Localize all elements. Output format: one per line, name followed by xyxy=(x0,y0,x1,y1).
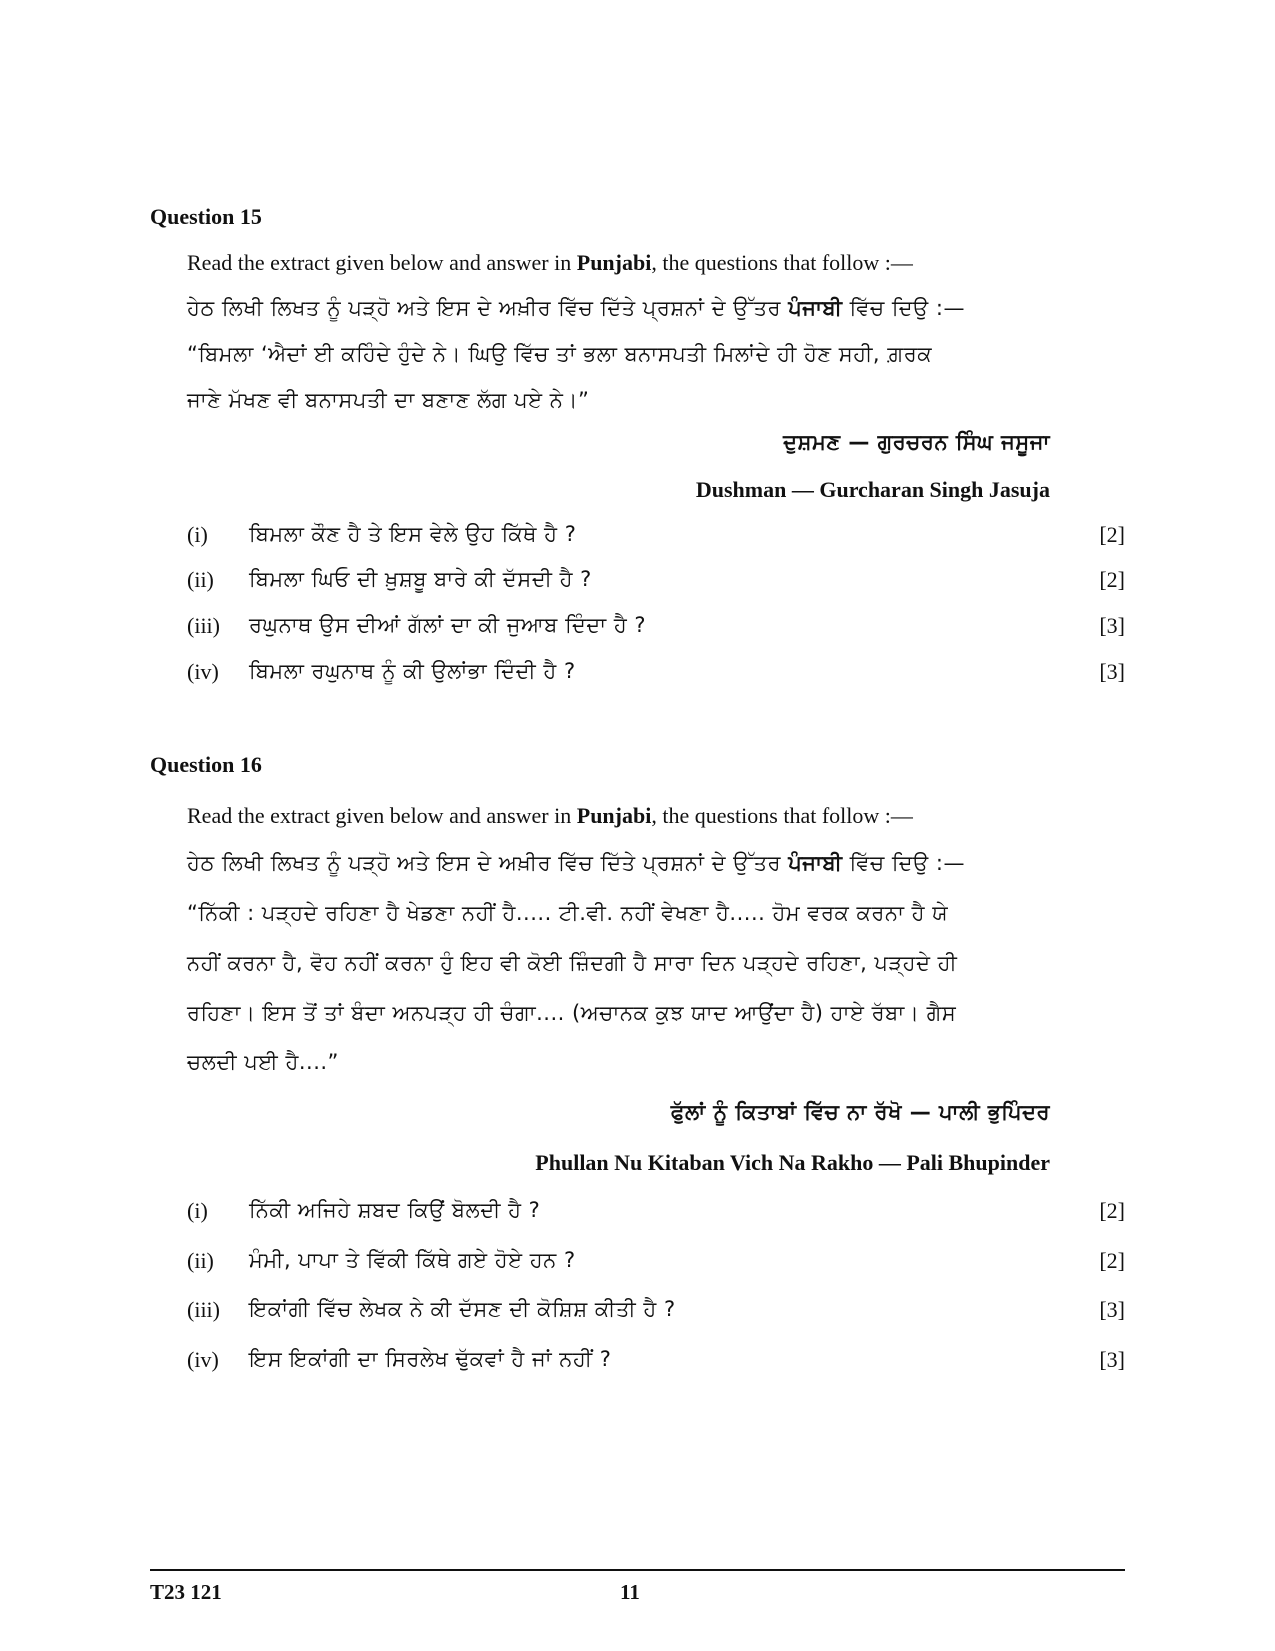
source-english: Phullan Nu Kitaban Vich Na Rakho — Pali Bhupinder xyxy=(535,1150,1050,1175)
subquestion-marks: [2] xyxy=(1099,1248,1125,1273)
instruction-pa-pre: ਹੇਠ ਲਿਖੀ ਲਿਖਤ ਨੂੰ ਪੜ੍ਹੋ ਅਤੇ ਇਸ ਦੇ ਅਖ਼ੀਰ ਵਿੱਚ ਦਿੱਤੇ ਪ੍ਰਸ਼ਨਾਂ ਦੇ ਉੱਤਰ xyxy=(187,296,789,320)
footer-divider xyxy=(150,1569,1125,1571)
subquestion-number: (iii) xyxy=(187,613,220,638)
extract-line: ਰਹਿਣਾ। ਇਸ ਤੋਂ ਤਾਂ ਬੰਦਾ ਅਨਪੜ੍ਹ ਹੀ ਚੰਗਾ.... (ਅਚਾਨਕ ਕੁਝ ਯਾਦ ਆਉਂਦਾ ਹੈ) ਹਾਏ ਰੱਬਾ। ਗੈਸ xyxy=(187,1001,957,1025)
subquestion-marks: [2] xyxy=(1099,522,1125,547)
extract-line: ਨਹੀਂ ਕਰਨਾ ਹੈ, ਵੋਹ ਨਹੀਂ ਕਰਨਾ ਹੁੰ ਇਹ ਵੀ ਕੋਈ ਜ਼ਿੰਦਗੀ ਹੈ ਸਾਰਾ ਦਿਨ ਪੜ੍ਹਦੇ ਰਹਿਣਾ, ਪੜ੍ਹਦੇ ਹੀ xyxy=(187,951,958,975)
instruction-en-bold: Punjabi xyxy=(576,250,652,275)
subquestion-number: (i) xyxy=(187,1198,208,1223)
question-15-heading: Question 15 xyxy=(150,204,262,229)
subquestion-marks: [3] xyxy=(1099,659,1125,684)
subquestion-marks: [3] xyxy=(1099,1347,1125,1372)
subquestion-text: ਰਘੁਨਾਥ ਉਸ ਦੀਆਂ ਗੱਲਾਂ ਦਾ ਕੀ ਜੁਆਬ ਦਿੰਦਾ ਹੈ ? xyxy=(249,613,647,637)
instruction-pa-bold: ਪੰਜਾਬੀ xyxy=(788,851,843,875)
instruction-en-bold: Punjabi xyxy=(576,803,652,828)
extract-line: ਚਲਦੀ ਪਈ ਹੈ....” xyxy=(187,1050,339,1074)
instruction-en-pre: Read the extract given below and answer in xyxy=(187,803,577,828)
subquestion xyxy=(187,1297,1125,1329)
instruction-en-post: , the questions that follow :— xyxy=(651,803,913,828)
subquestion-number: (iv) xyxy=(187,659,219,684)
subquestion xyxy=(187,613,1125,645)
subquestion-text: ਬਿਮਲਾ ਰਘੁਨਾਥ ਨੂੰ ਕੀ ਉਲਾਂਭਾ ਦਿੰਦੀ ਹੈ ? xyxy=(249,659,576,683)
subquestion xyxy=(187,1248,1125,1280)
subquestion-text: ਨਿੱਕੀ ਅਜਿਹੇ ਸ਼ਬਦ ਕਿਉਂ ਬੋਲਦੀ ਹੈ ? xyxy=(249,1198,541,1222)
subquestion xyxy=(187,1198,1125,1230)
source-punjabi: ਦੁਸ਼ਮਣ — ਗੁਰਚਰਨ ਸਿੰਘ ਜਸੂਜਾ xyxy=(783,430,1050,454)
instruction-english xyxy=(187,803,913,829)
source-english: Dushman — Gurcharan Singh Jasuja xyxy=(695,477,1050,502)
subquestion-text: ਬਿਮਲਾ ਕੌਣ ਹੈ ਤੇ ਇਸ ਵੇਲੇ ਉਹ ਕਿੱਥੇ ਹੈ ? xyxy=(249,522,577,546)
instruction-pa-bold: ਪੰਜਾਬੀ xyxy=(788,296,843,320)
subquestion xyxy=(187,1347,1125,1379)
subquestion-number: (i) xyxy=(187,522,208,547)
instruction-english xyxy=(187,250,913,276)
subquestion xyxy=(187,567,1125,599)
instruction-pa-pre: ਹੇਠ ਲਿਖੀ ਲਿਖਤ ਨੂੰ ਪੜ੍ਹੋ ਅਤੇ ਇਸ ਦੇ ਅਖ਼ੀਰ ਵਿੱਚ ਦਿੱਤੇ ਪ੍ਰਸ਼ਨਾਂ ਦੇ ਉੱਤਰ xyxy=(187,851,789,875)
paper-code: T23 121 xyxy=(150,1580,222,1604)
extract-line: ਜਾਣੇ ਮੱਖਣ ਵੀ ਬਨਾਸਪਤੀ ਦਾ ਬਣਾਣ ਲੱਗ ਪਏ ਨੇ।” xyxy=(187,388,590,412)
extract-line: “ਬਿਮਲਾ ‘ਐਦਾਂ ਈ ਕਹਿੰਦੇ ਹੁੰਦੇ ਨੇ। ਘਿਉ ਵਿੱਚ ਤਾਂ ਭਲਾ ਬਨਾਸਪਤੀ ਮਿਲਾਂਦੇ ਹੀ ਹੋਣ ਸਹੀ, ਗ਼ਰਕ xyxy=(187,342,933,366)
subquestion xyxy=(187,522,1125,554)
extract-line: “ਨਿੱਕੀ : ਪੜ੍ਹਦੇ ਰਹਿਣਾ ਹੈ ਖੇਡਣਾ ਨਹੀਂ ਹੈ..... ਟੀ.ਵੀ. ਨਹੀਂ ਵੇਖਣਾ ਹੈ..... ਹੋਮ ਵਰਕ ਕਰਨਾ ਹੈ ਯੇ xyxy=(187,901,949,925)
subquestion-text: ਇਕਾਂਗੀ ਵਿੱਚ ਲੇਖਕ ਨੇ ਕੀ ਦੱਸਣ ਦੀ ਕੋਸ਼ਿਸ਼ ਕੀਤੀ ਹੈ ? xyxy=(249,1297,676,1321)
question-16-heading: Question 16 xyxy=(150,752,262,777)
subquestion-marks: [3] xyxy=(1099,1297,1125,1322)
instruction-pa-post: ਵਿੱਚ ਦਿਉ :— xyxy=(842,296,965,320)
instruction-punjabi xyxy=(187,296,965,321)
subquestion-text: ਮੰਮੀ, ਪਾਪਾ ਤੇ ਵਿੱਕੀ ਕਿੱਥੇ ਗਏ ਹੋਏ ਹਨ ? xyxy=(249,1248,576,1272)
subquestion-number: (ii) xyxy=(187,1248,214,1273)
instruction-en-pre: Read the extract given below and answer in xyxy=(187,250,577,275)
instruction-en-post: , the questions that follow :— xyxy=(651,250,913,275)
page-number: 11 xyxy=(620,1580,640,1604)
subquestion-text: ਇਸ ਇਕਾਂਗੀ ਦਾ ਸਿਰਲੇਖ ਢੁੱਕਵਾਂ ਹੈ ਜਾਂ ਨਹੀਂ ? xyxy=(249,1347,612,1371)
subquestion-number: (ii) xyxy=(187,567,214,592)
subquestion xyxy=(187,659,1125,691)
instruction-pa-post: ਵਿੱਚ ਦਿਉ :— xyxy=(842,851,965,875)
source-punjabi: ਫੁੱਲਾਂ ਨੂੰ ਕਿਤਾਬਾਂ ਵਿੱਚ ਨਾ ਰੱਖੋ — ਪਾਲੀ ਭੁਪਿੰਦਰ xyxy=(670,1100,1050,1124)
subquestion-text: ਬਿਮਲਾ ਘਿਓ ਦੀ ਖ਼ੁਸ਼ਬੂ ਬਾਰੇ ਕੀ ਦੱਸਦੀ ਹੈ ? xyxy=(249,567,592,591)
subquestion-marks: [2] xyxy=(1099,567,1125,592)
subquestion-marks: [2] xyxy=(1099,1198,1125,1223)
subquestion-number: (iv) xyxy=(187,1347,219,1372)
instruction-punjabi xyxy=(187,851,965,876)
subquestion-marks: [3] xyxy=(1099,613,1125,638)
subquestion-number: (iii) xyxy=(187,1297,220,1322)
